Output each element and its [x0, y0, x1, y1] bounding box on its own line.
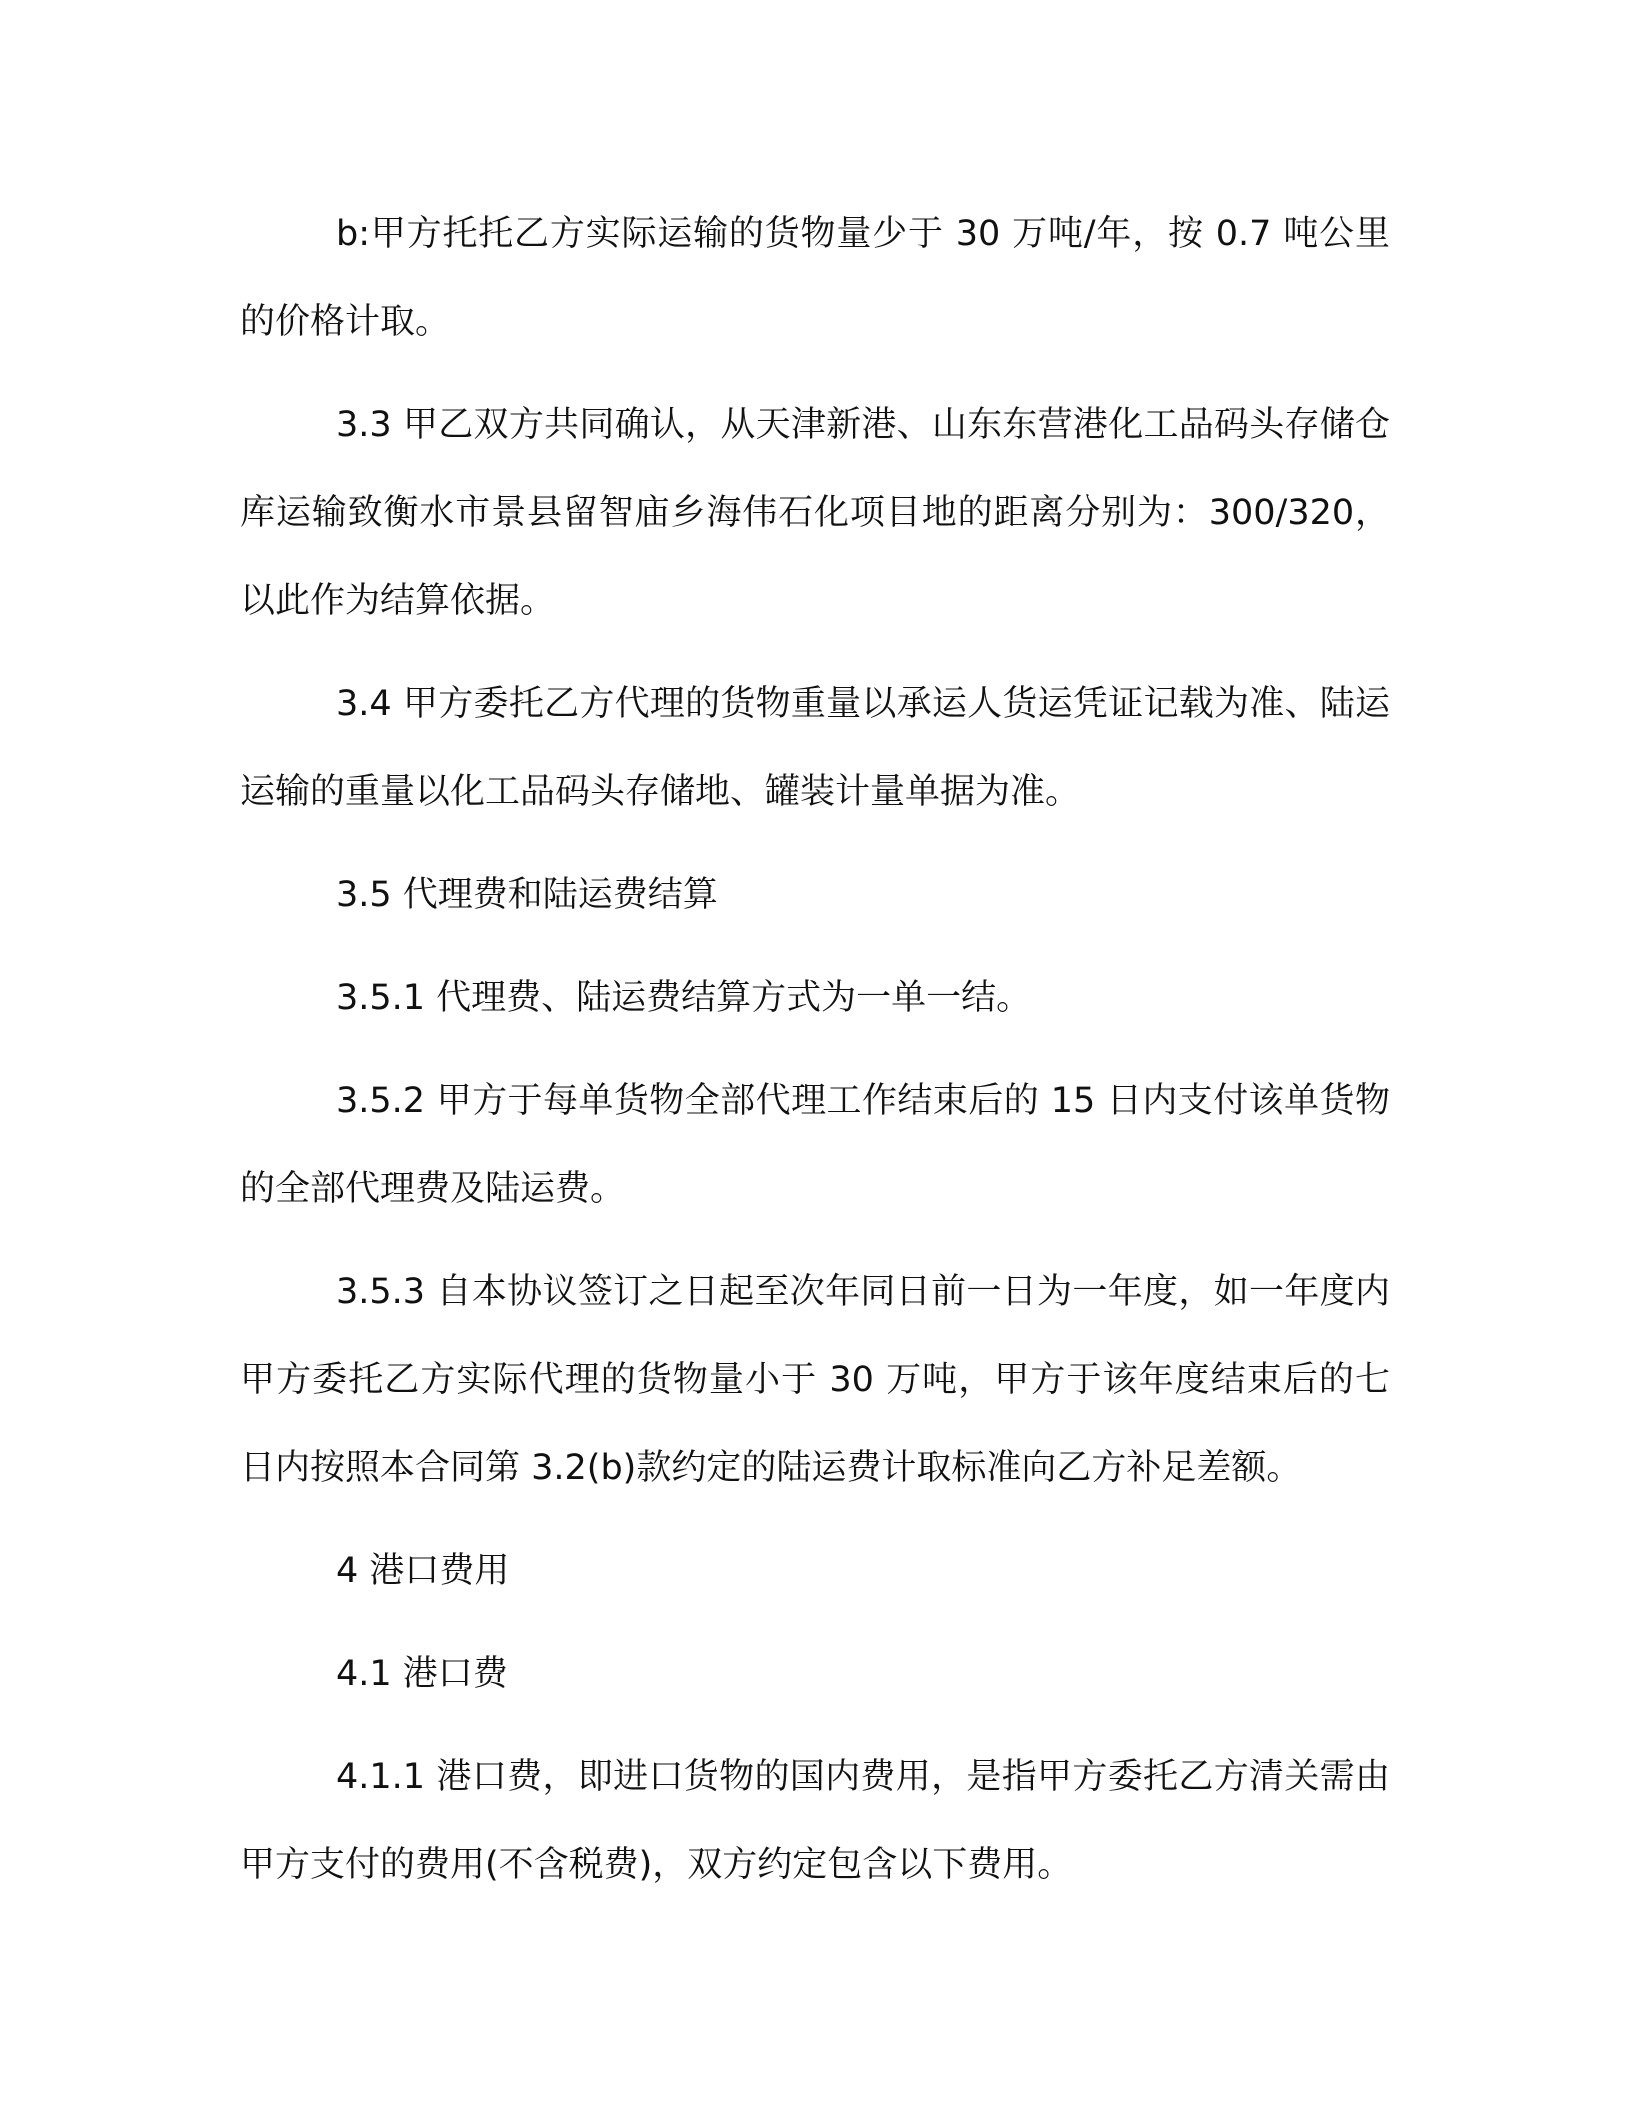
paragraph-3-5-2: 3.5.2 甲方于每单货物全部代理工作结束后的 15 日内支付该单货物的全部代理费及陆运费。	[240, 1081, 1390, 1209]
heading-4-port-fees: 4 港口费用	[336, 1551, 510, 1591]
heading-3-5-settlement: 3.5 代理费和陆运费结算	[336, 875, 718, 915]
paragraph-3-5-1: 3.5.1 代理费、陆运费结算方式为一单一结。	[336, 978, 1032, 1018]
document-body	[240, 190, 1390, 1909]
heading-4-1-port-fee: 4.1 港口费	[336, 1654, 508, 1694]
paragraph-freight-rate-b: b:甲方托托乙方实际运输的货物量少于 30 万吨/年，按 0.7 吨公里的价格计取。	[240, 214, 1390, 342]
paragraph-3-5-3: 3.5.3 自本协议签订之日起至次年同日前一日为一年度，如一年度内甲方委托乙方实际代理的货物量小于 30 万吨，甲方于该年度结束后的七日内按照本合同第 3.2(b)款约定的陆运费计取标准向乙方补足差额。	[240, 1272, 1390, 1488]
paragraph-3-3-distance: 3.3 甲乙双方共同确认，从天津新港、山东东营港化工品码头存储仓库运输致衡水市景县留智庙乡海伟石化项目地的距离分别为：300/320，以此作为结算依据。	[240, 405, 1390, 621]
paragraph-4-1-1: 4.1.1 港口费，即进口货物的国内费用，是指甲方委托乙方清关需由甲方支付的费用(不含税费)，双方约定包含以下费用。	[240, 1757, 1390, 1885]
paragraph-3-4-weight: 3.4 甲方委托乙方代理的货物重量以承运人货运凭证记载为准、陆运运输的重量以化工品码头存储地、罐装计量单据为准。	[240, 684, 1390, 812]
